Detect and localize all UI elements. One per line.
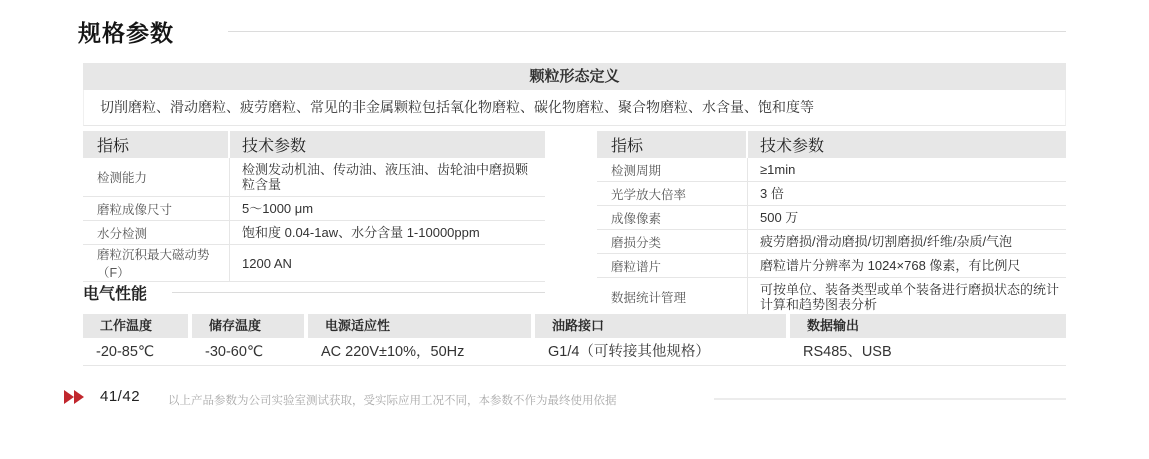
title-divider (228, 31, 1066, 32)
footer-disclaimer: 以上产品参数为公司实验室测试获取，受实际应用工况不同，本参数不作为最终使用依据 (168, 395, 617, 407)
row-value: 磨粒谱片分辨率为 1024×768 像素，有比例尺 (760, 258, 1021, 273)
footer-divider (714, 398, 1066, 400)
electrical-table-values (83, 338, 1066, 366)
particle-definition-body: 切削磨粒、滑动磨粒、疲劳磨粒、常见的非金属颗粒包括氧化物磨粒、碳化物磨粒、聚合物磨粒、水含量、饱和度等 (83, 90, 1066, 126)
row-label: 水分检测 (83, 221, 230, 244)
row-label: 光学放大倍率 (597, 182, 748, 205)
electrical-title-divider (172, 292, 545, 293)
column-header: 工作温度 (83, 314, 192, 338)
spec-table-right (597, 131, 1066, 317)
cell-value: RS485、USB (790, 338, 1066, 366)
page-number: 41/42 (100, 388, 141, 405)
column-header-indicator: 指标 (597, 131, 748, 158)
spec-table-left-header (83, 131, 545, 158)
cell-value: -20-85℃ (83, 338, 192, 366)
row-label: 检测能力 (83, 158, 230, 196)
particle-definition-header: 颗粒形态定义 (83, 63, 1066, 90)
row-value: 500 万 (760, 210, 799, 225)
table-row (597, 182, 1066, 206)
electrical-table (83, 314, 1066, 366)
column-header: 数据输出 (790, 314, 1066, 338)
row-value: 5～1000 μm (242, 201, 314, 216)
column-header: 电源适应性 (308, 314, 535, 338)
cell-value: -30-60℃ (192, 338, 308, 366)
table-row (83, 245, 545, 282)
row-label: 磨粒谱片 (597, 254, 748, 277)
spec-table-left (83, 131, 545, 282)
row-label: 磨粒成像尺寸 (83, 197, 230, 220)
table-row (597, 278, 1066, 317)
row-value: 1200 AN (242, 255, 292, 271)
row-value: ≥1min (760, 162, 796, 177)
table-row (597, 254, 1066, 278)
cell-value: G1/4（可转接其他规格） (535, 338, 790, 366)
table-row (597, 158, 1066, 182)
column-header-indicator: 指标 (83, 131, 230, 158)
row-label: 磨损分类 (597, 230, 748, 253)
spec-table-right-header (597, 131, 1066, 158)
row-label: 数据统计管理 (597, 278, 748, 316)
table-row (83, 158, 545, 197)
row-label: 成像像素 (597, 206, 748, 229)
table-row (597, 206, 1066, 230)
row-value: 检测发动机油、传动油、液压油、齿轮油中磨损颗粒含量 (242, 162, 529, 192)
double-chevron-icon (64, 390, 92, 404)
row-label: 检测周期 (597, 158, 748, 181)
electrical-table-header (83, 314, 1066, 338)
table-row (83, 197, 545, 221)
table-row (597, 230, 1066, 254)
cell-value: AC 220V±10%，50Hz (308, 338, 535, 366)
page-title: 规格参数 (78, 20, 174, 46)
column-header: 油路接口 (535, 314, 790, 338)
row-value: 3 倍 (760, 186, 784, 201)
particle-definition-section (83, 63, 1066, 126)
row-value: 饱和度 0.04-1aw、水分含量 1-10000ppm (242, 225, 480, 240)
row-label: 磨粒沉积最大磁动势（F） (83, 245, 230, 281)
table-row (83, 221, 545, 245)
electrical-section-title: 电气性能 (83, 286, 148, 303)
column-header-parameter: 技术参数 (242, 138, 307, 155)
column-header: 储存温度 (192, 314, 308, 338)
column-header-parameter: 技术参数 (760, 138, 825, 155)
row-value: 疲劳磨损/滑动磨损/切割磨损/纤维/杂质/气泡 (760, 234, 1013, 249)
row-value: 可按单位、装备类型或单个装备进行磨损状态的统计计算和趋势图表分析 (760, 282, 1060, 312)
